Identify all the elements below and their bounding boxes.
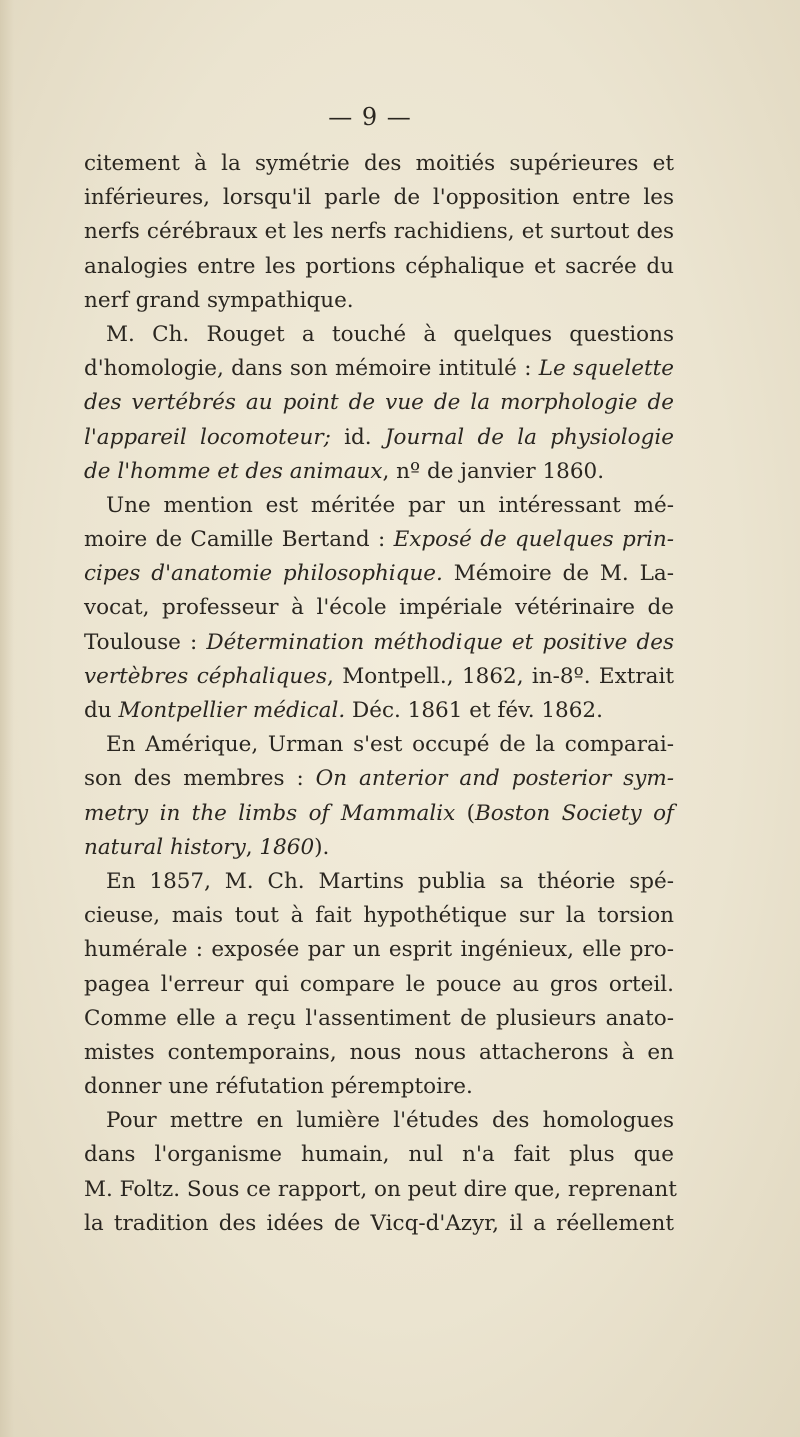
text-segment: M. Ch. Rouget a touché à quelques questions (106, 321, 674, 347)
text-segment: Comme elle a reçu l'assentiment de plusieurs anato- (84, 1005, 674, 1031)
text-line (84, 1173, 677, 1207)
text-line (84, 831, 674, 865)
text-segment: donner une réfutation péremptoire. (84, 1074, 473, 1100)
text-line (84, 523, 674, 557)
text-segment: En Amérique, Urman s'est occupé de la comparai- (106, 732, 674, 758)
italic-text: Détermination méthodique et positive des (206, 629, 674, 655)
text-line (84, 968, 674, 1002)
text-segment: du (84, 698, 119, 723)
page-number: — 9 — (328, 103, 412, 131)
body-text (84, 147, 677, 1241)
text-segment: mistes contemporains, nous nous attacherons à en (84, 1039, 674, 1065)
text-segment: analogies entre les portions céphalique et sacrée du (84, 253, 674, 279)
italic-text: cipes d'anatomie philosophique. (84, 561, 443, 587)
text-segment: ( (455, 800, 475, 826)
italic-text: natural history (84, 834, 246, 860)
text-line (84, 591, 674, 625)
text-segment: son des membres : (84, 766, 316, 792)
italic-text: Exposé de quelques prin- (393, 527, 674, 553)
text-line (84, 1138, 674, 1172)
text-line (84, 557, 674, 591)
text-segment: pagea l'erreur qui compare le pouce au gros orteil. (84, 971, 674, 997)
text-line (84, 250, 674, 284)
italic-text: de l'homme et des animaux (84, 458, 383, 484)
text-segment: vocat, professeur à l'école impériale vétérinaire de (84, 595, 674, 621)
italic-text: 1860 (259, 834, 315, 860)
text-segment: id. (330, 424, 385, 450)
text-segment: humérale : exposée par un esprit ingénieux, elle pro- (84, 937, 674, 963)
text-line (84, 352, 674, 386)
text-line (84, 899, 674, 933)
page-edge-shadow (0, 0, 14, 1437)
text-line (84, 1070, 674, 1104)
text-line (84, 181, 674, 215)
text-line (84, 660, 674, 694)
italic-text: metry in the limbs of Mammalix (84, 800, 456, 826)
text-segment: M. Foltz. Sous ce rapport, on peut dire que, reprenant (84, 1176, 677, 1202)
italic-text: Boston Society of (474, 800, 674, 826)
text-segment: Pour mettre en lumière l'études des homologues (106, 1108, 674, 1134)
text-line (84, 728, 674, 762)
text-line (84, 489, 674, 523)
text-line (84, 694, 674, 728)
text-line (84, 626, 674, 660)
italic-text: vertèbres céphaliques (84, 663, 328, 689)
text-line (84, 386, 674, 420)
text-line (84, 797, 674, 831)
text-segment: , Montpell., 1862, in-8º. Extrait (327, 663, 674, 689)
text-line (84, 865, 674, 899)
text-line (84, 762, 674, 796)
text-line (84, 933, 674, 967)
italic-text: Montpellier médical. (118, 698, 346, 723)
text-segment: la tradition des idées de Vicq-d'Azyr, il a réellement (84, 1210, 674, 1236)
text-segment: Une mention est méritée par un intéressant mé- (106, 492, 674, 518)
text-segment: cieuse, mais tout à fait hypothétique sur la torsion (84, 903, 674, 929)
text-segment: En 1857, M. Ch. Martins publia sa théorie spé- (106, 868, 674, 894)
italic-text: Journal de la physiologie (384, 424, 674, 450)
text-segment: ). (314, 834, 330, 860)
text-line (84, 1036, 674, 1070)
text-line (84, 455, 674, 489)
text-segment: Déc. 1861 et fév. 1862. (345, 698, 603, 723)
italic-text: On anterior and posterior sym- (315, 766, 674, 792)
text-line (84, 284, 674, 318)
text-segment: , (245, 834, 260, 860)
text-segment: d'homologie, dans son mémoire intitulé : (84, 356, 539, 382)
text-segment: nerfs cérébraux et les nerfs rachidiens, et surtout des (84, 219, 674, 245)
text-line (84, 1002, 674, 1036)
text-segment: , nº de janvier 1860. (382, 458, 605, 484)
text-segment: moire de Camille Bertand : (84, 527, 394, 553)
text-segment: dans l'organisme humain, nul n'a fait plus que (84, 1142, 674, 1168)
text-line (84, 421, 674, 455)
text-segment: citement à la symétrie des moitiés supérieures et (84, 151, 674, 176)
italic-text: des vertébrés au point de vue de la morphologie de (84, 390, 674, 416)
text-line (84, 147, 674, 181)
italic-text: l'appareil locomoteur; (84, 424, 331, 450)
text-line (84, 1104, 674, 1138)
text-line (84, 318, 674, 352)
text-line (84, 215, 674, 249)
italic-text: Le squelette (538, 356, 674, 382)
text-segment: Toulouse : (84, 629, 207, 655)
text-segment: inférieures, lorsqu'il parle de l'opposition entre les (84, 185, 674, 211)
text-segment: nerf grand sympathique. (84, 287, 354, 313)
text-line (84, 1207, 674, 1241)
text-segment: Mémoire de M. La- (442, 561, 674, 587)
